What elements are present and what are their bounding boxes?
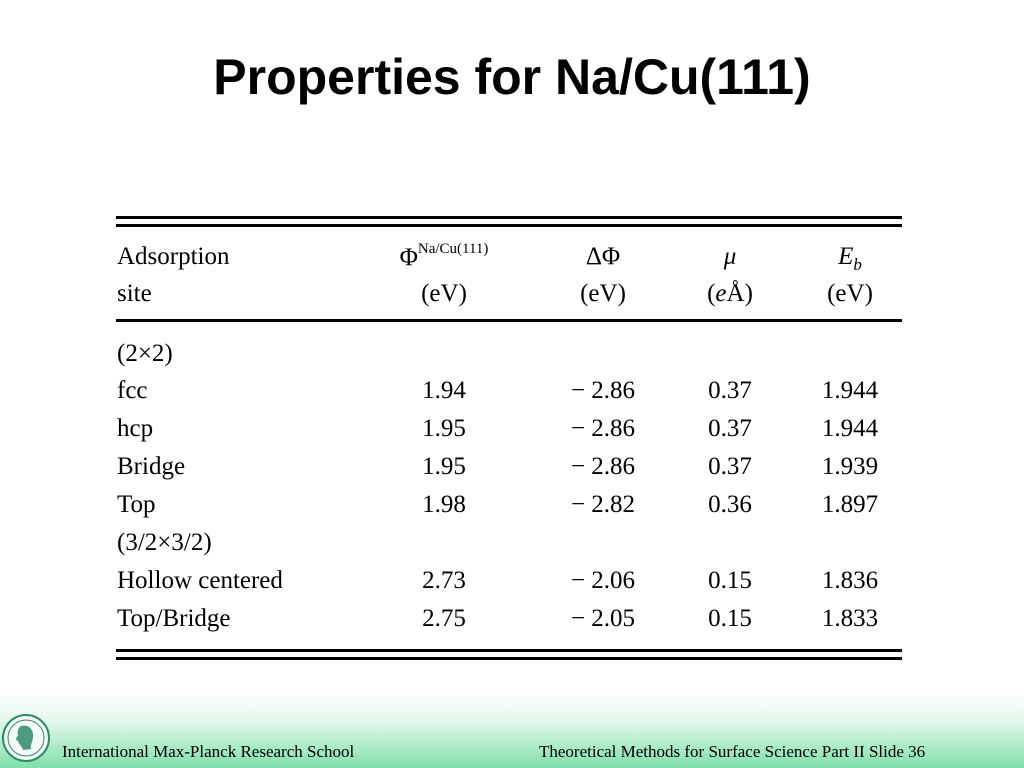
header-eb (790, 244, 910, 273)
mu-unit-close: ) (744, 280, 753, 307)
phi-cell: 1.95 (422, 415, 466, 442)
footer-left-text: International Max-Planck Research School (62, 742, 355, 761)
mu-cell: 0.37 (708, 377, 752, 404)
mu-cell: 0.37 (708, 453, 752, 480)
site-cell: Top/Bridge (117, 605, 231, 632)
site-cell: Bridge (117, 453, 186, 480)
dphi-cell: − 2.86 (570, 453, 636, 480)
phi-cell: 2.73 (422, 567, 466, 594)
mu-cell: 0.15 (708, 605, 752, 632)
dphi-cell: − 2.86 (570, 377, 636, 404)
eb-cell: 1.944 (821, 377, 879, 404)
site-cell: fcc (117, 377, 148, 404)
mu-unit-e: e (715, 280, 727, 307)
header-eb-unit: (eV) (827, 280, 873, 307)
header-phi (384, 242, 504, 270)
mu-unit-angstrom: Å (726, 280, 745, 307)
eb-symbol: E (838, 243, 854, 270)
header-mu-unit (670, 281, 790, 306)
eb-cell: 1.944 (821, 415, 879, 442)
slide-title: Properties for Na/Cu(111) (213, 49, 811, 105)
mu-cell: 0.15 (708, 567, 752, 594)
dphi-cell: − 2.86 (570, 415, 636, 442)
group-label: (2×2) (117, 340, 173, 367)
header-delta-phi-unit: (eV) (580, 280, 626, 307)
bottom-rule-1 (116, 649, 902, 652)
dphi-cell: − 2.82 (570, 491, 636, 518)
mu-cell: 0.36 (708, 491, 752, 518)
site-cell: Top (117, 491, 156, 518)
max-planck-logo-icon (1, 713, 51, 763)
top-rule-2 (116, 224, 902, 227)
mu-unit-open: ( (707, 280, 716, 307)
eb-cell: 1.897 (821, 491, 879, 518)
header-mu: μ (723, 243, 737, 270)
dphi-cell: − 2.06 (570, 567, 636, 594)
phi-cell: 1.98 (422, 491, 466, 518)
mu-cell: 0.37 (708, 415, 752, 442)
phi-cell: 2.75 (422, 605, 466, 632)
header-site-line2: site (117, 280, 152, 307)
dphi-cell: − 2.05 (570, 605, 636, 632)
site-cell: Hollow centered (117, 567, 283, 594)
header-phi-unit: (eV) (421, 280, 467, 307)
eb-cell: 1.836 (821, 567, 879, 594)
eb-subscript: b (853, 255, 862, 274)
phi-cell: 1.94 (422, 377, 466, 404)
bottom-rule-2 (116, 657, 902, 660)
group-label: (3/2×3/2) (117, 529, 212, 556)
eb-cell: 1.939 (821, 453, 879, 480)
phi-superscript: Na/Cu(111) (417, 241, 489, 257)
phi-symbol: Φ (399, 244, 418, 271)
phi-cell: 1.95 (422, 453, 466, 480)
eb-cell: 1.833 (821, 605, 879, 632)
footer-right-text: Theoretical Methods for Surface Science Part II Slide 36 (539, 742, 926, 761)
top-rule-1 (116, 216, 902, 219)
header-site-line1: Adsorption (117, 243, 230, 270)
header-delta-phi: ΔΦ (585, 243, 621, 270)
header-rule (116, 319, 902, 322)
site-cell: hcp (117, 415, 154, 442)
